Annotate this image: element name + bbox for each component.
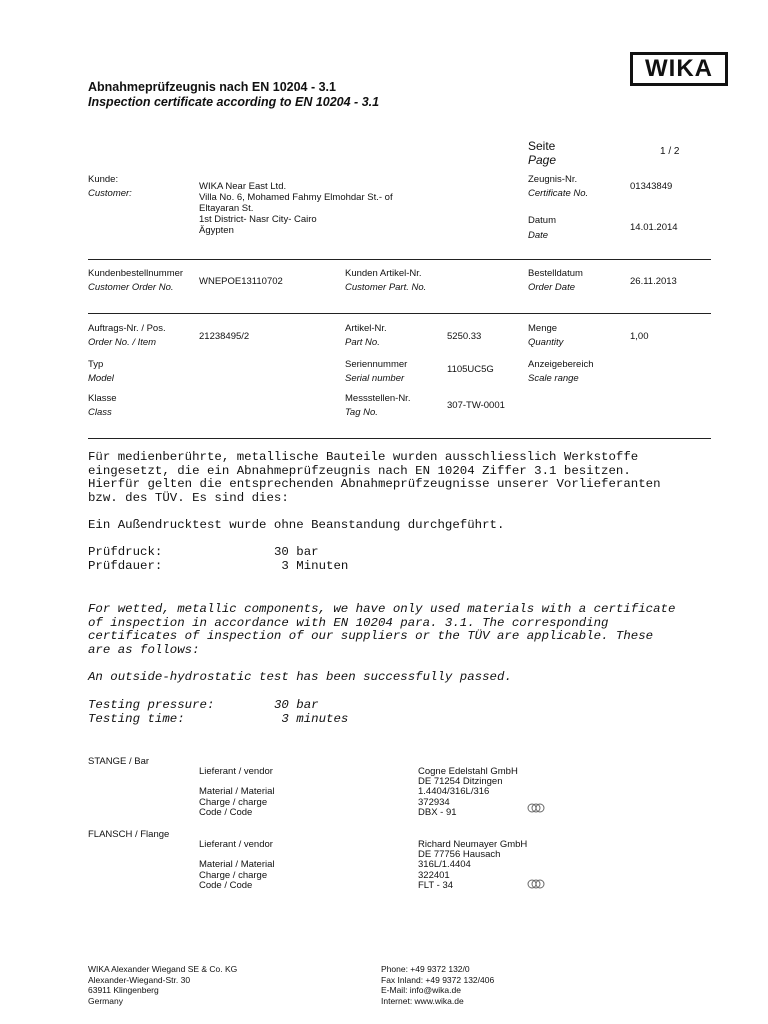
german-time-label: Prüfdauer: [88,559,163,573]
customer-line: 1st District- Nasr City- Cairo [199,214,317,225]
english-paragraph-line: For wetted, metallic components, we have only used materials with a certificate [88,602,676,616]
footer-line: Internet: www.wika.de [381,995,464,1006]
serial-label-german: Seriennummer [345,359,408,370]
vendor-name: Richard Neumayer GmbH [418,839,528,850]
certificate-date: 14.01.2014 [630,222,678,233]
page-number: 1 / 2 [660,146,680,157]
quantity-value: 1,00 [630,331,649,342]
divider [88,438,711,439]
serial-number: 1105UC5G [447,364,494,375]
material-section-title: STANGE / Bar [88,756,150,767]
charge-label: Charge / charge [199,870,268,881]
german-pressure-value: 30 bar [274,545,319,559]
german-paragraph-line: eingesetzt, die ein Abnahmeprüfzeugnis nach EN 10204 Ziffer 3.1 besitzen. [88,463,631,478]
customer-label-english: Customer: [88,188,132,199]
date-label-english: Date [528,230,549,241]
customer-order-label-english: Customer Order No. [88,282,174,293]
customer-line: Ägypten [199,225,234,236]
vendor-name: Cogne Edelstahl GmbH [418,766,518,777]
english-paragraph-line: certificates of inspection of our suppliers or the TÜV are applicable. These [88,629,654,644]
customer-label-german: Kunde: [88,174,119,185]
page-label-german: Seite [528,139,556,153]
tag-label-english: Tag No. [345,407,378,418]
order-date-label-english: Order Date [528,282,575,293]
footer-line: E-Mail: info@wika.de [381,985,461,995]
model-label-english: Model [88,373,114,384]
customer-line: WIKA Near East Ltd. [199,181,287,192]
german-paragraph-line: bzw. des TÜV. Es sind dies: [88,490,289,505]
charge-label: Charge / charge [199,797,268,808]
divider [88,259,711,260]
vendor-address: DE 77756 Hausach [418,849,501,860]
material-label: Material / Material [199,859,275,870]
tag-label-german: Messstellen-Nr. [345,393,411,404]
wika-logo: WIKA [630,52,728,86]
material-section-title: FLANSCH / Flange [88,829,170,840]
english-paragraph-line: are as follows: [88,642,200,657]
english-time-value: 3 minutes [274,712,349,726]
customer-line: Villa No. 6, Mohamed Fahmy Elmohdar St.- of [199,192,393,203]
english-test-statement: An outside-hydrostatic test has been successfully passed. [88,669,512,684]
customer-part-label-german: Kunden Artikel-Nr. [345,268,422,279]
page-label-english: Page [528,153,557,167]
model-label-german: Typ [88,359,104,370]
vendor-label: Lieferant / vendor [199,766,273,777]
code-label: Code / Code [199,880,253,891]
certificate-number: 01343849 [630,181,673,192]
order-date: 26.11.2013 [630,276,677,287]
vendor-label: Lieferant / vendor [199,839,273,850]
part-label-english: Part No. [345,337,380,348]
material-value: 1.4404/316L/316 [418,786,490,797]
footer-line: Phone: +49 9372 132/0 [381,964,470,974]
quantity-label-english: Quantity [528,337,564,348]
order-item-label-english: Order No. / Item [88,337,157,348]
scale-range-label-english: Scale range [528,373,579,384]
code-value: FLT - 34 [418,880,454,891]
customer-line: Eltayaran St. [199,203,254,214]
english-time-label: Testing time: [88,712,185,726]
footer-line: Fax Inland: +49 9372 132/406 [381,974,495,985]
part-label-german: Artikel-Nr. [345,323,387,334]
approval-seal-icon [527,802,545,817]
certificate-no-label-german: Zeugnis-Nr. [528,174,578,185]
footer-company-address [88,964,237,1006]
german-paragraph-line: Für medienberührte, metallische Bauteile wurden ausschliesslich Werkstoffe [88,450,639,464]
title-german: Abnahmeprüfzeugnis nach EN 10204 - 3.1 [88,80,336,94]
material-label: Material / Material [199,786,275,797]
code-label: Code / Code [199,807,253,818]
charge-value: 372934 [418,797,450,808]
serial-label-english: Serial number [345,373,405,384]
material-value: 316L/1.4404 [418,859,471,870]
customer-order-label-german: Kundenbestellnummer [88,268,184,279]
order-date-label-german: Bestelldatum [528,268,583,279]
footer-line: Alexander-Wiegand-Str. 30 [88,974,191,985]
footer-line: 63911 Klingenberg [88,985,159,995]
scale-range-label-german: Anzeigebereich [528,359,594,370]
customer-order-number: WNEPOE13110702 [199,276,283,287]
customer-address [199,181,393,236]
vendor-address: DE 71254 Ditzingen [418,776,503,787]
german-text-block [88,451,661,533]
code-value: DBX - 91 [418,807,457,818]
order-item-label-german: Auftrags-Nr. / Pos. [88,323,166,334]
divider [88,313,711,314]
class-label-german: Klasse [88,393,117,404]
german-pressure-label: Prüfdruck: [88,545,163,559]
quantity-label-german: Menge [528,323,558,334]
title-english: Inspection certificate according to EN 10204 - 3.1 [88,95,380,109]
customer-part-label-english: Customer Part. No. [345,282,427,293]
order-item-number: 21238495/2 [199,331,250,342]
english-paragraph-line: of inspection in accordance with EN 10204 para. 3.1. The corresponding [88,615,609,630]
class-label-english: Class [88,407,112,418]
english-pressure-label: Testing pressure: [88,698,215,712]
date-label-german: Datum [528,215,556,226]
german-time-value: 3 Minuten [274,559,349,573]
footer-line: WIKA Alexander Wiegand SE & Co. KG [88,964,238,974]
english-pressure-value: 30 bar [274,698,319,712]
footer-contact [381,964,494,1006]
english-text-block [88,603,675,685]
tag-number: 307-TW-0001 [447,400,505,411]
charge-value: 322401 [418,870,450,881]
part-number: 5250.33 [447,331,482,342]
footer-line: Germany [88,995,123,1006]
german-paragraph-line: Hierfür gelten die entsprechenden Abnahmeprüfzeugnisse unserer Vorlieferanten [88,477,661,492]
german-test-statement: Ein Außendrucktest wurde ohne Beanstandung durchgeführt. [88,517,505,532]
approval-seal-icon [527,878,545,893]
certificate-no-label-english: Certificate No. [528,188,589,199]
